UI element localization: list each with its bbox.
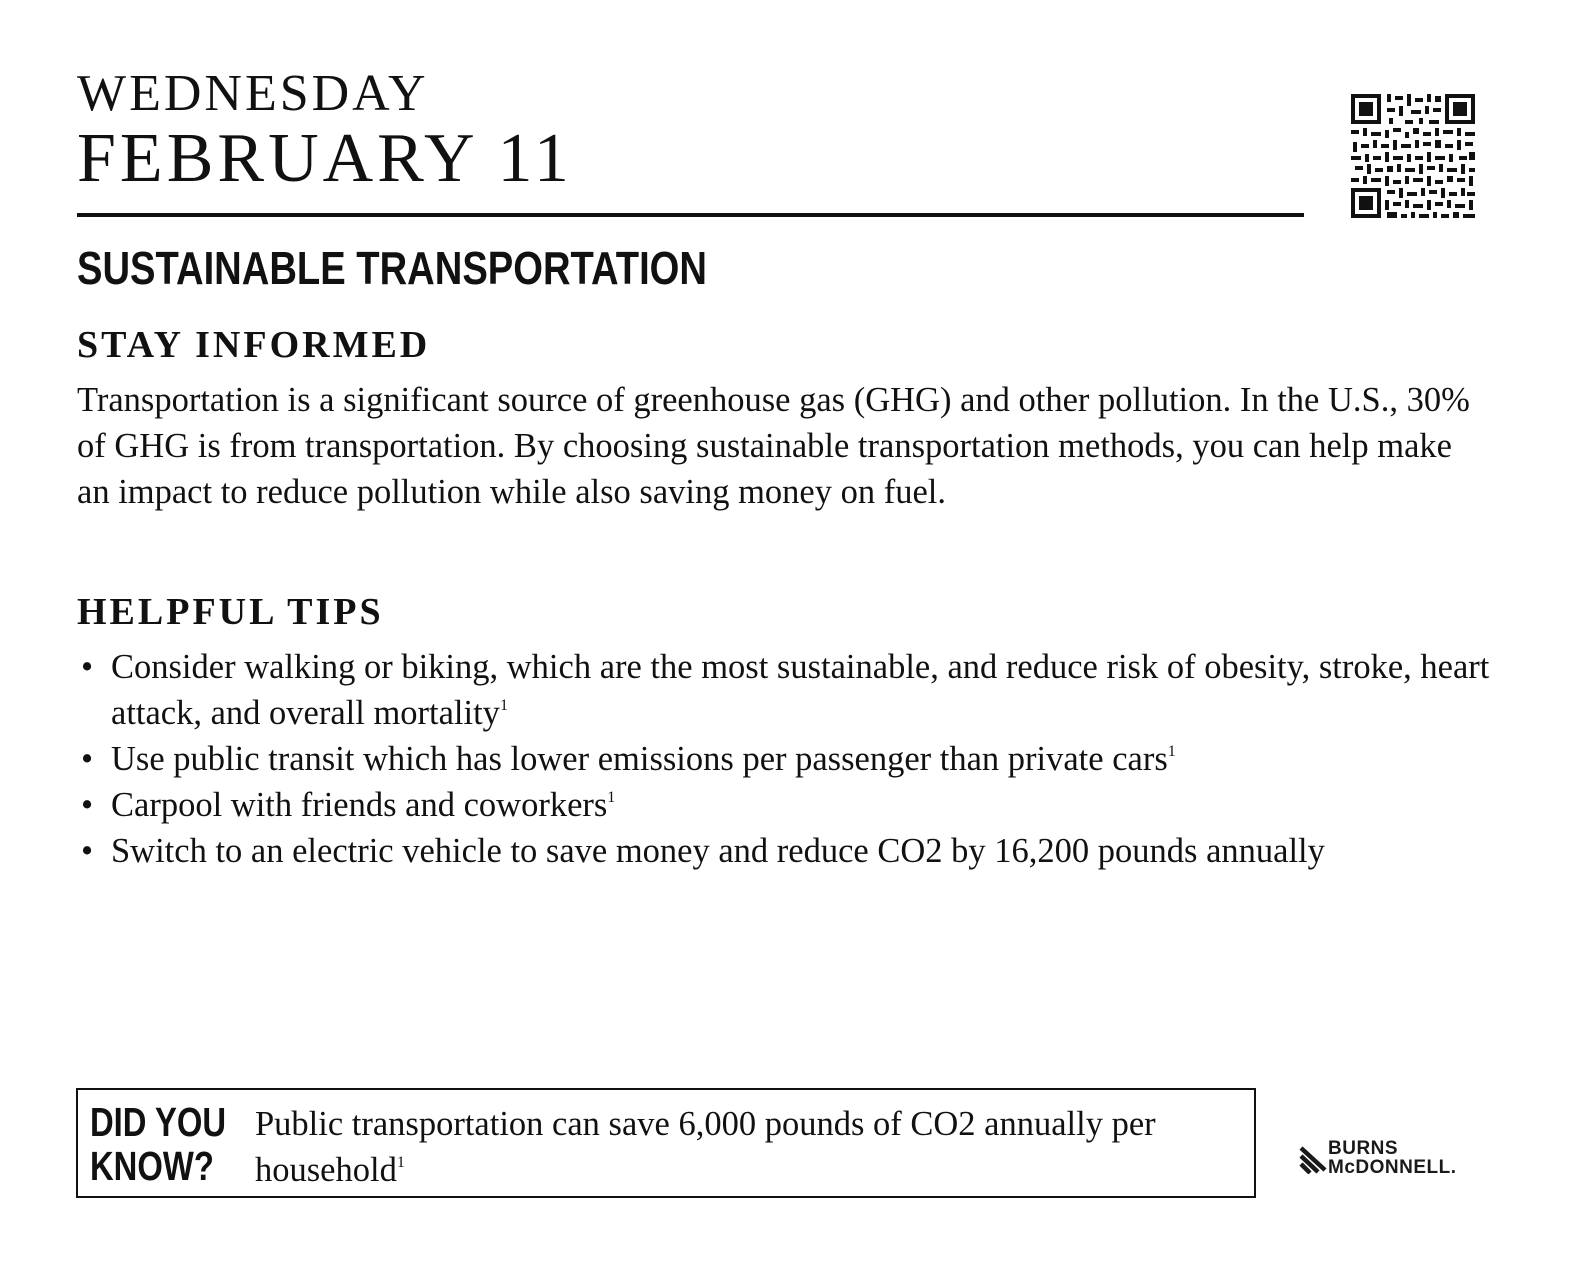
list-item	[77, 736, 1497, 782]
helpful-tips-heading: HELPFUL TIPS	[77, 591, 384, 633]
header-divider	[77, 213, 1304, 217]
did-you-know-fact: Public transportation can save 6,000 pounds of CO2 annually per household	[255, 1105, 1156, 1189]
tip-text: Carpool with friends and coworkers	[111, 786, 608, 824]
did-you-know-text	[255, 1101, 1245, 1193]
burns-mcdonnell-logo	[1298, 1138, 1493, 1180]
tip-text: Use public transit which has lower emissions per passenger than private cars	[111, 740, 1168, 778]
day-of-week: WEDNESDAY	[77, 65, 429, 122]
did-you-know-label	[90, 1100, 226, 1188]
footnote-ref: 1	[1167, 743, 1176, 760]
tip-text: Switch to an electric vehicle to save money and reduce CO2 by 16,200 pounds annually	[111, 832, 1325, 870]
qr-code-icon[interactable]	[1349, 92, 1477, 220]
did-you-know-label-line-1: DID YOU	[90, 1099, 227, 1145]
burns-mcdonnell-stripes-icon	[1298, 1142, 1328, 1174]
stay-informed-body: Transportation is a significant source of greenhouse gas (GHG) and other pollution. In the U.S., 30% of GHG is from transportation. By choosing sustainable transportation methods, you can help make an impact to reduce pollution while also saving money on fuel.	[77, 381, 1470, 511]
did-you-know-box	[76, 1088, 1256, 1198]
footnote-ref: 1	[396, 1154, 405, 1171]
list-item	[77, 644, 1497, 736]
topic-title: SUSTAINABLE TRANSPORTATION	[77, 242, 707, 294]
tip-text: Consider walking or biking, which are the most sustainable, and reduce risk of obesity, stroke, heart attack, and overall mortality	[111, 648, 1490, 732]
list-item	[77, 828, 1497, 874]
did-you-know-label-line-2: KNOW?	[90, 1143, 214, 1189]
calendar-date: FEBRUARY 11	[77, 120, 573, 197]
helpful-tips-list	[77, 644, 1497, 874]
list-item	[77, 782, 1497, 828]
logo-text-line-1: BURNS	[1328, 1138, 1399, 1159]
logo-text-line-2: McDONNELL.	[1328, 1157, 1457, 1178]
footnote-ref: 1	[499, 697, 508, 714]
stay-informed-heading: STAY INFORMED	[77, 324, 431, 366]
footnote-ref: 1	[607, 789, 616, 806]
